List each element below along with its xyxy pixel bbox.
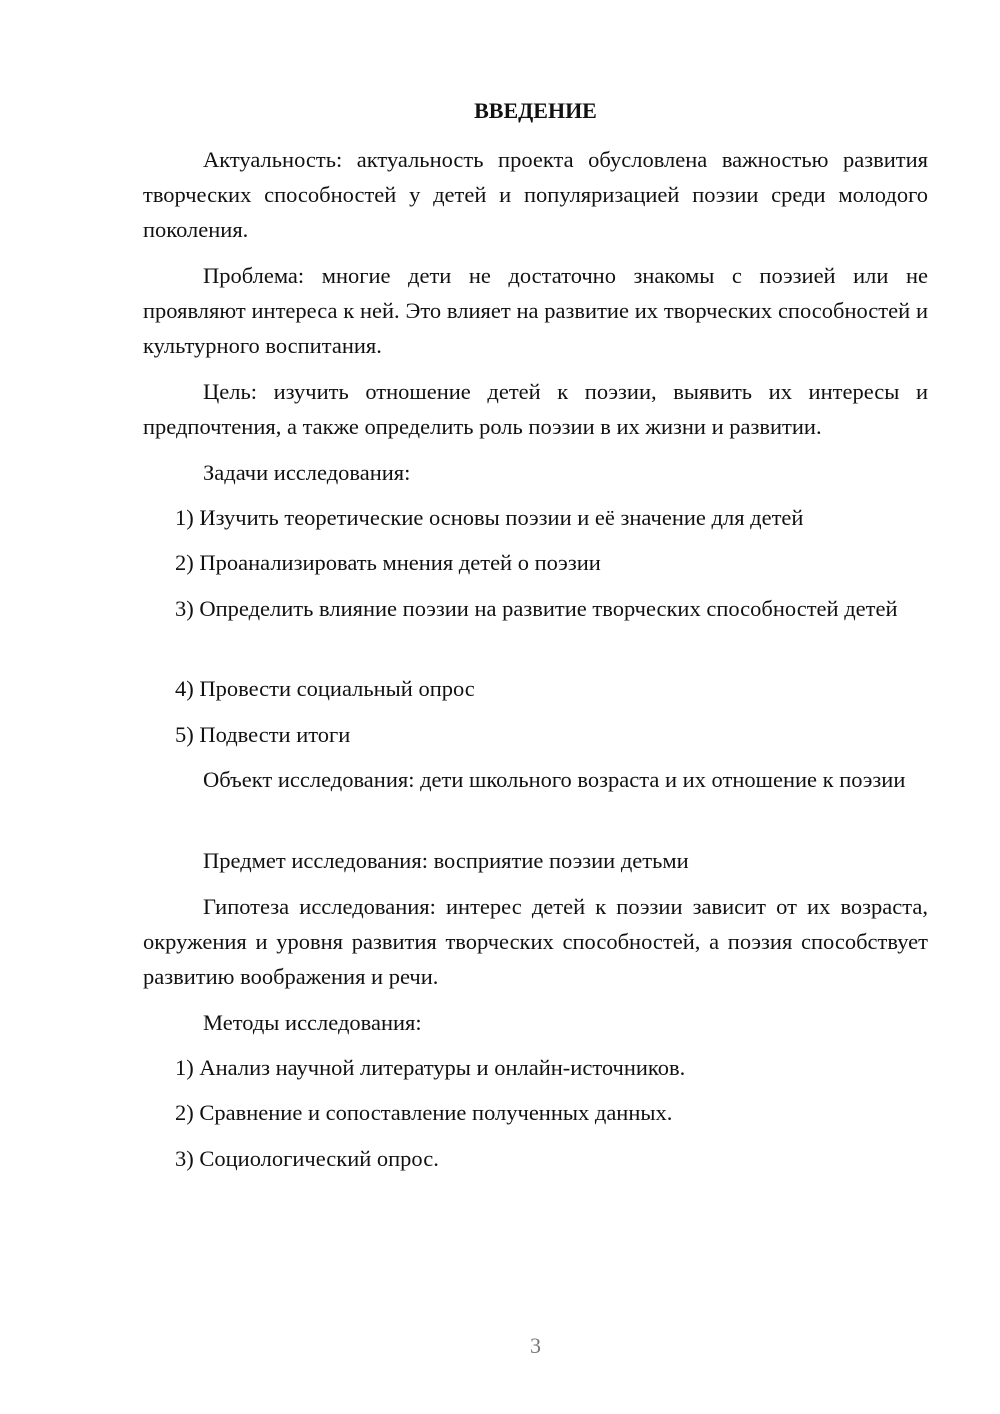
task-item-1: 1) Изучить теоретические основы поэзии и её значение для детей <box>175 505 804 530</box>
method-item-2: 2) Сравнение и сопоставление полученных данных. <box>175 1100 673 1125</box>
subject-paragraph: Предмет исследования: восприятие поэзии детьми <box>203 848 689 873</box>
method-item-1: 1) Анализ научной литературы и онлайн-источников. <box>175 1055 686 1080</box>
method-item-3: 3) Социологический опрос. <box>175 1146 439 1171</box>
tasks-title: Задачи исследования: <box>203 460 411 485</box>
section-heading: ВВЕДЕНИЕ <box>474 98 597 123</box>
task-item-2: 2) Проанализировать мнения детей о поэзии <box>175 550 601 575</box>
relevance-paragraph: Актуальность: актуальность проекта обусловлена важностью развития творческих способностей у детей и популяризацией поэзии среди молодого поколения. <box>143 147 928 242</box>
methods-title: Методы исследования: <box>203 1010 422 1035</box>
document-page <box>143 0 928 1414</box>
task-item-3: 3) Определить влияние поэзии на развитие творческих способностей детей <box>175 596 898 621</box>
problem-paragraph: Проблема: многие дети не достаточно знакомы с поэзией или не проявляют интереса к ней. Это влияет на развитие их творческих способностей и культурного воспитания. <box>143 263 928 358</box>
hypothesis-paragraph: Гипотеза исследования: интерес детей к поэзии зависит от их возраста, окружения и уровня развития творческих способностей, а поэзия способствует развитию воображения и речи. <box>143 894 928 989</box>
object-paragraph: Объект исследования: дети школьного возраста и их отношение к поэзии <box>203 767 906 792</box>
task-item-5: 5) Подвести итоги <box>175 722 351 747</box>
goal-paragraph: Цель: изучить отношение детей к поэзии, выявить их интересы и предпочтения, а также определить роль поэзии в их жизни и развитии. <box>143 379 928 439</box>
page-number: 3 <box>530 1333 541 1358</box>
task-item-4: 4) Провести социальный опрос <box>175 676 475 701</box>
